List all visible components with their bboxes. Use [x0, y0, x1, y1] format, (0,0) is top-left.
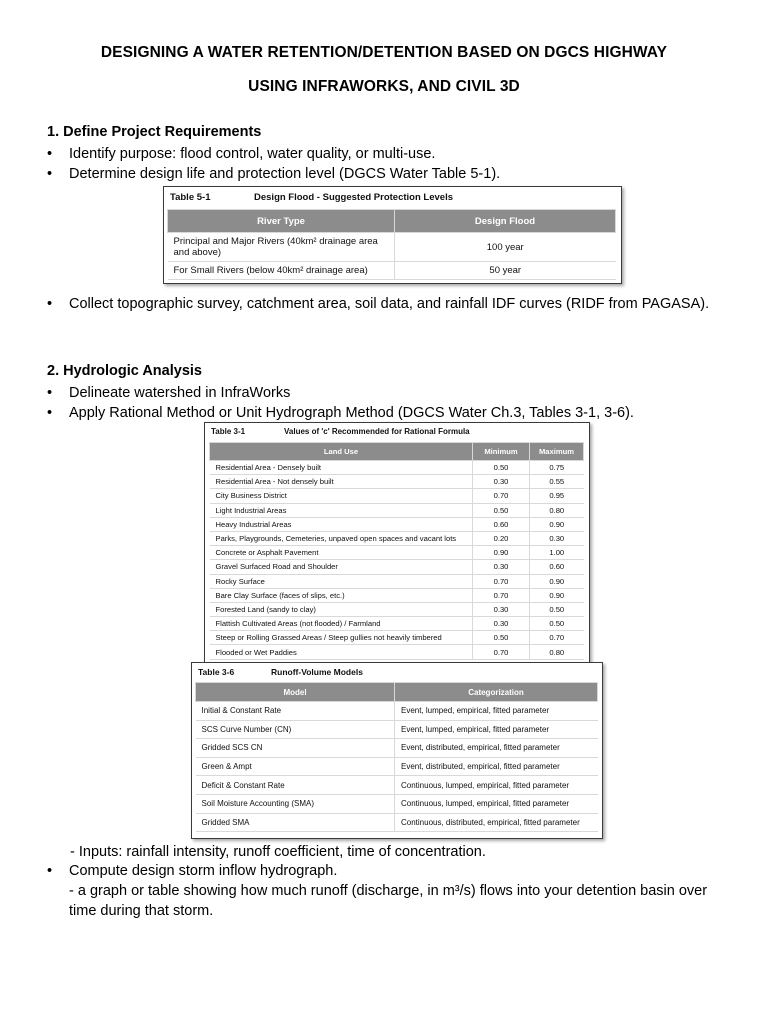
inputs-note: - Inputs: rainfall intensity, runoff coefficient, time of concentration. [70, 844, 486, 860]
table-row [196, 776, 598, 795]
table-row [210, 574, 584, 588]
table-cell: 0.75 [530, 461, 584, 475]
table-cell: 0.50 [473, 631, 530, 645]
table-cell: Residential Area - Densely built [210, 461, 473, 475]
hydrograph-note-text: - a graph or table showing how much runoff (discharge, in m³/s) flows into your detention basin over time during that storm. [69, 883, 708, 919]
table-row [210, 631, 584, 645]
bullet-dot-icon: • [47, 405, 53, 421]
table-title: Design Flood - Suggested Protection Levels [254, 192, 453, 203]
table-cell: 0.30 [473, 602, 530, 616]
table-cell: 100 year [395, 233, 616, 262]
table-caption [198, 667, 363, 677]
column-header: Design Flood [395, 210, 616, 233]
table-cell: Deficit & Constant Rate [196, 776, 395, 795]
data-table [195, 682, 598, 832]
table-cell: 0.30 [473, 475, 530, 489]
table-cell: Initial & Constant Rate [196, 702, 395, 721]
table-row [210, 588, 584, 602]
table-3-1 [204, 422, 590, 664]
table-cell: Principal and Major Rivers (40km² drainage area and above) [168, 233, 395, 262]
table-row [210, 560, 584, 574]
bullet-text: Delineate watershed in InfraWorks [69, 385, 291, 401]
table-cell: 0.70 [473, 588, 530, 602]
bullet-text: Apply Rational Method or Unit Hydrograph Method (DGCS Water Ch.3, Tables 3-1, 3-6). [69, 405, 634, 421]
table-row [196, 813, 598, 832]
table-row [210, 517, 584, 531]
table-row [210, 546, 584, 560]
table-cell: Continuous, lumped, empirical, fitted parameter [395, 794, 598, 813]
table-row [210, 489, 584, 503]
table-cell: 0.90 [473, 546, 530, 560]
bullet-text: Collect topographic survey, catchment area, soil data, and rainfall IDF curves (RIDF from PAGASA). [69, 296, 710, 312]
table-row [196, 739, 598, 758]
table-cell: 0.60 [473, 517, 530, 531]
table-cell: 0.90 [530, 574, 584, 588]
table-row [210, 475, 584, 489]
bullet-item [47, 164, 728, 184]
table-cell: 50 year [395, 262, 616, 280]
bullet-item [47, 144, 728, 164]
table-row [210, 531, 584, 545]
bullet-text: Compute design storm inflow hydrograph. [69, 863, 338, 879]
hydrograph-note [70, 881, 728, 921]
table-cell: Continuous, lumped, empirical, fitted parameter [395, 776, 598, 795]
bullet-text: Determine design life and protection level (DGCS Water Table 5-1). [69, 166, 501, 182]
table-title: Runoff-Volume Models [271, 667, 363, 677]
bullet-dot-icon: • [47, 166, 53, 182]
bullet-item [47, 294, 728, 314]
table-row [168, 262, 616, 280]
table-cell: Rocky Surface [210, 574, 473, 588]
table-cell: Parks, Playgrounds, Cemeteries, unpaved open spaces and vacant lots [210, 531, 473, 545]
table-cell: 0.55 [530, 475, 584, 489]
table-cell: Residential Area - Not densely built [210, 475, 473, 489]
table-row [210, 645, 584, 659]
table-cell: 0.80 [530, 645, 584, 659]
table-cell: 0.50 [530, 602, 584, 616]
table-cell: Forested Land (sandy to clay) [210, 602, 473, 616]
table-cell: 0.20 [473, 531, 530, 545]
table-cell: 0.50 [473, 461, 530, 475]
table-row [196, 702, 598, 721]
column-header: Maximum [530, 443, 584, 461]
bullet-text: Identify purpose: flood control, water quality, or multi-use. [69, 146, 436, 162]
table-row [196, 794, 598, 813]
table-cell: 0.95 [530, 489, 584, 503]
table-cell: Concrete or Asphalt Pavement [210, 546, 473, 560]
table-cell: 0.30 [473, 560, 530, 574]
table-cell: 0.70 [473, 574, 530, 588]
table-title: Values of 'c' Recommended for Rational Formula [284, 427, 470, 436]
bullet-dot-icon: • [47, 296, 53, 312]
table-3-6 [191, 662, 603, 839]
data-table [167, 209, 616, 280]
table-cell: Light Industrial Areas [210, 503, 473, 517]
column-header: Minimum [473, 443, 530, 461]
table-cell: Soil Moisture Accounting (SMA) [196, 794, 395, 813]
data-table [209, 442, 584, 660]
table-row [210, 461, 584, 475]
table-5-1 [163, 186, 622, 284]
table-row [168, 233, 616, 262]
bullet-item [47, 403, 728, 423]
table-cell: For Small Rivers (below 40km² drainage area) [168, 262, 395, 280]
table-cell: Gridded SCS CN [196, 739, 395, 758]
table-label: Table 3-1 [211, 427, 246, 436]
bullet-dot-icon: • [47, 146, 53, 162]
table-caption [170, 192, 453, 203]
bullet-item [47, 383, 728, 403]
column-header: River Type [168, 210, 395, 233]
table-cell: City Business District [210, 489, 473, 503]
table-cell: Green & Ampt [196, 757, 395, 776]
bullet-item [47, 861, 728, 881]
bullet-dot-icon: • [47, 863, 53, 879]
column-header: Land Use [210, 443, 473, 461]
table-cell: 1.00 [530, 546, 584, 560]
table-cell: 0.70 [473, 489, 530, 503]
section-2-heading: 2. Hydrologic Analysis [47, 363, 202, 379]
table-caption [211, 427, 470, 436]
bullet-dot-icon: • [47, 385, 53, 401]
table-label: Table 5-1 [170, 192, 211, 203]
table-cell: Steep or Rolling Grassed Areas / Steep gullies not heavily timbered [210, 631, 473, 645]
table-row [196, 720, 598, 739]
table-cell: Heavy Industrial Areas [210, 517, 473, 531]
table-cell: 0.70 [473, 645, 530, 659]
table-cell: 0.50 [530, 617, 584, 631]
table-cell: 0.90 [530, 588, 584, 602]
table-cell: 0.70 [530, 631, 584, 645]
table-row [196, 757, 598, 776]
table-label: Table 3-6 [198, 667, 235, 677]
table-cell: 0.60 [530, 560, 584, 574]
table-row [210, 602, 584, 616]
table-cell: 0.50 [473, 503, 530, 517]
document-title-line-1: DESIGNING A WATER RETENTION/DETENTION BASED ON DGCS HIGHWAY [100, 44, 668, 61]
column-header: Categorization [395, 683, 598, 702]
table-cell: Gridded SMA [196, 813, 395, 832]
table-cell: Bare Clay Surface (faces of slips, etc.) [210, 588, 473, 602]
section-1-heading: 1. Define Project Requirements [47, 124, 262, 140]
table-cell: Event, lumped, empirical, fitted parameter [395, 702, 598, 721]
table-cell: 0.90 [530, 517, 584, 531]
table-row [210, 503, 584, 517]
document-title-line-2: USING INFRAWORKS, AND CIVIL 3D [248, 78, 520, 95]
table-cell: 0.80 [530, 503, 584, 517]
column-header: Model [196, 683, 395, 702]
table-cell: 0.30 [473, 617, 530, 631]
table-cell: Event, distributed, empirical, fitted parameter [395, 757, 598, 776]
table-cell: 0.30 [530, 531, 584, 545]
table-cell: Flooded or Wet Paddies [210, 645, 473, 659]
table-cell: Gravel Surfaced Road and Shoulder [210, 560, 473, 574]
table-cell: Continuous, distributed, empirical, fitted parameter [395, 813, 598, 832]
table-row [210, 617, 584, 631]
table-cell: Event, lumped, empirical, fitted parameter [395, 720, 598, 739]
table-cell: Event, distributed, empirical, fitted parameter [395, 739, 598, 758]
table-cell: SCS Curve Number (CN) [196, 720, 395, 739]
table-cell: Flattish Cultivated Areas (not flooded) / Farmland [210, 617, 473, 631]
